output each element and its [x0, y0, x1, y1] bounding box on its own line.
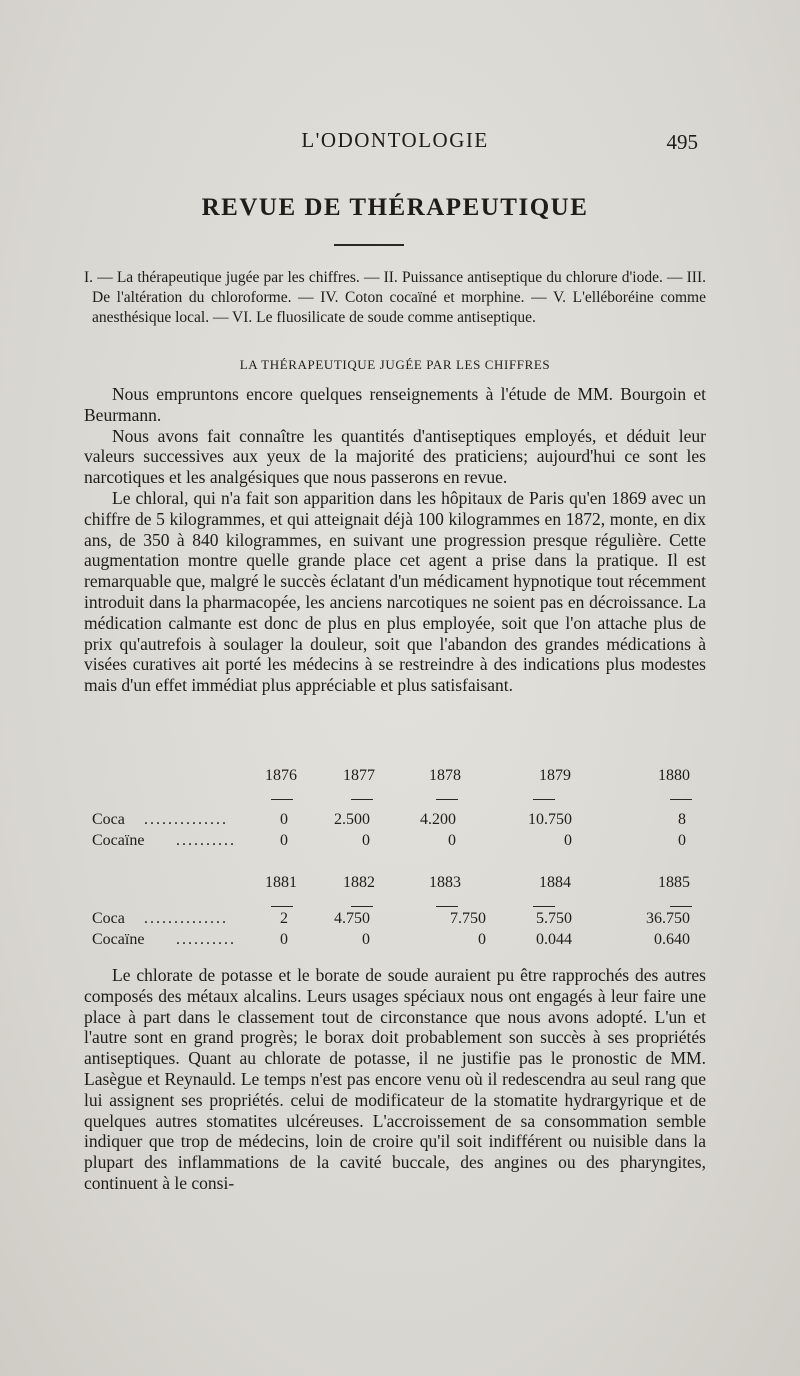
table-row — [84, 910, 706, 932]
dash — [436, 799, 458, 800]
dash — [670, 906, 692, 907]
dash — [271, 906, 293, 907]
year-cell: 1881 — [265, 874, 297, 891]
table-cell: 0 — [362, 832, 370, 849]
table-year-row — [84, 874, 706, 896]
dash — [533, 906, 555, 907]
table-cell: 5.750 — [536, 910, 572, 927]
table-year-row — [84, 767, 706, 789]
table-cell: 36.750 — [646, 910, 690, 927]
table-cell: 8 — [678, 811, 686, 828]
row-label: Cocaïne — [92, 931, 145, 948]
leader-dots: .............. — [144, 811, 228, 828]
paragraph: Le chlorate de potasse et le borate de soude auraient pu être rapprochés des autres composés des métaux alcalins. Leurs usages spéciaux nous ont engagés à leur faire une place à part dans le classement tout de circonstance que nous avons adopté. L'un et l'autre sont en grand progrès; le borax doit probablement son succès à ses propriétés antiseptiques. Quant au chlorate de potasse, il ne justifie pas le pronostic de MM. Lasègue et Reynauld. Le temps n'est pas encore venu où il redescendra au seul rang que lui assignent ses propriétés. celui de modificateur de la stomatite hydrargyrique et de quelques autres stomatites ulcéreuses. L'accroissement de sa consommation semble indiquer que trop de médecins, loin de croire qu'il soit indifférent ou nuisible dans la plupart des inflammations de la cavité buccale, des angines ou des pharyngites, continuent à le consi- — [84, 965, 706, 1193]
year-cell: 1877 — [343, 767, 375, 784]
year-cell: 1882 — [343, 874, 375, 891]
table-cell: 4.750 — [334, 910, 370, 927]
table-row — [84, 832, 706, 854]
dash — [351, 906, 373, 907]
table-row — [84, 811, 706, 833]
dash — [670, 799, 692, 800]
table-cell: 0 — [280, 832, 288, 849]
table-cell: 0 — [448, 832, 456, 849]
dash — [533, 799, 555, 800]
table-cell: 4.200 — [420, 811, 456, 828]
table-cell: 0 — [678, 832, 686, 849]
row-label: Cocaïne — [92, 832, 145, 849]
table-cell: 0.640 — [654, 931, 690, 948]
year-cell: 1879 — [539, 767, 571, 784]
year-cell: 1878 — [429, 767, 461, 784]
table-row — [84, 931, 706, 953]
leader-dots: .............. — [144, 910, 228, 927]
year-cell: 1884 — [539, 874, 571, 891]
table-cell: 7.750 — [450, 910, 486, 927]
table-cell: 0 — [280, 811, 288, 828]
paragraph: Nous avons fait connaître les quantités d'antiseptiques employés, et déduit leur valeurs successives aux yeux de la majorité des praticiens; aujourd'hui ce sont les narcotiques et les analgésiques que nous passerons en revue. — [84, 425, 706, 488]
running-head — [90, 128, 700, 158]
closing-text — [84, 965, 706, 1194]
row-label: Coca — [92, 811, 125, 828]
table-cell: 0.044 — [536, 931, 572, 948]
year-cell: 1885 — [658, 874, 690, 891]
table-cell: 0 — [362, 931, 370, 948]
title-rule — [334, 244, 404, 246]
intro-text — [84, 384, 706, 696]
leader-dots: .......... — [176, 832, 236, 849]
year-cell: 1880 — [658, 767, 690, 784]
table-cell: 0 — [478, 931, 486, 948]
table-cell: 0 — [280, 931, 288, 948]
section-summary: I. — La thérapeutique jugée par les chiffres. — II. Puissance antiseptique du chlorure d'iode. — III. De l'altération du chloroforme. — IV. Coton cocaïné et morphine. — V. L'elléboréine comme anesthésique local. — VI. Le fluosilicate de soude comme antiseptique. — [84, 269, 706, 326]
table-cell: 2.500 — [334, 811, 370, 828]
table-cell: 10.750 — [528, 811, 572, 828]
leader-dots: .......... — [176, 931, 236, 948]
dash — [271, 799, 293, 800]
row-label: Coca — [92, 910, 125, 927]
table-cell: 2 — [280, 910, 288, 927]
section-title: REVUE DE THÉRAPEUTIQUE — [201, 194, 589, 221]
page-number: 495 — [666, 130, 698, 154]
year-cell: 1883 — [429, 874, 461, 891]
dash — [436, 906, 458, 907]
table-dash-row — [84, 789, 706, 811]
running-title: L'ODONTOLOGIE — [301, 128, 489, 152]
paragraph: Le chloral, qui n'a fait son apparition dans les hôpitaux de Paris qu'en 1869 avec un chiffre de 5 kilogrammes, et qui atteignait déjà 100 kilogrammes en 1872, monte, en dix ans, de 350 à 840 kilogrammes, en suivant une progression presque régulière. Cette augmentation montre quelle grande place cet agent a prise dans la pratique. Il est remarquable que, malgré le succès éclatant d'un médicament hypnotique tout récemment introduit dans la pharmacopée, les anciens narcotiques ne soient pas en décroissance. La médication calmante est donc de plus en plus employée, soit que l'on attache plus de prix qu'autrefois à soulager la douleur, soit que l'abandon des grandes médications à visées curatives ait porté les médecins à se restreindre à des indications plus modestes mais d'un effet immédiat plus appréciable et plus satisfaisant. — [84, 487, 706, 696]
table-cell: 0 — [564, 832, 572, 849]
dash — [351, 799, 373, 800]
subsection-title: LA THÉRAPEUTIQUE JUGÉE PAR LES CHIFFRES — [239, 357, 551, 372]
paragraph: Nous empruntons encore quelques renseignements à l'étude de MM. Bourgoin et Beurmann. — [84, 384, 706, 425]
year-cell: 1876 — [265, 767, 297, 784]
